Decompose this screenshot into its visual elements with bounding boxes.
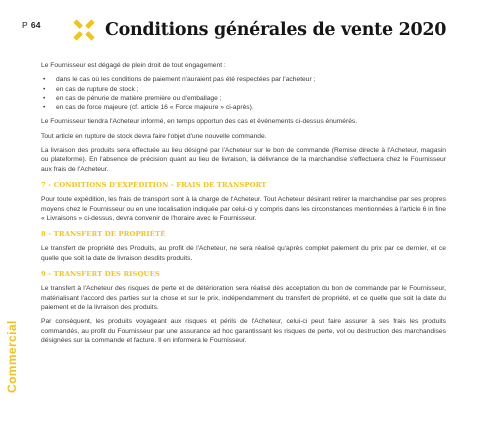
page-title: Conditions générales de vente 2020: [105, 20, 447, 40]
page-header: [72, 14, 446, 46]
list-item: • en cas de force majeure (cf. article 16 « Force majeure » ci-après).: [41, 103, 446, 112]
intro-lead: Le Fournisseur est dégagé de plein droit de tout engagement :: [41, 62, 226, 69]
document-body: [41, 61, 446, 350]
section-7-paragraph: Pour toute expédition, les frais de transport sont à la charge de l'Acheteur. Tout Acheteur désirant retirer la marchandise par ses propres moyens chez le Fournisseur ou en une localisation indiquée par celui-ci y compris dans les circonstances mentionnées à l'article 6 in fine « Livraisons » ci-dessus, devra convenir de l'horaire avec le Fournisseur.: [41, 196, 446, 222]
section-heading-8: 8 - TRANSFERT DE PROPRIÉTÉ: [41, 230, 166, 239]
list-item: • en cas de pénurie de matière première ou d'emballage ;: [41, 94, 446, 103]
section-heading-7: 7 - CONDITIONS D'EXPÉDITION - FRAIS DE TRANSPORT: [41, 180, 267, 189]
section-heading-9: 9 - TRANSFERT DES RISQUES: [41, 270, 160, 279]
intro-paragraph: Tout article en rupture de stock devra faire l'objet d'une nouvelle commande.: [41, 132, 267, 140]
section-8-paragraph: Le transfert de propriété des Produits, au profit de l'Acheteur, ne sera réalisé qu'après complet paiement du prix par ce dernier, et ce quelle que soit la date de livraison desdits produits.: [41, 245, 446, 262]
section-9-paragraph: Le transfert à l'Acheteur des risques de perte et de détérioration sera réalisé dès acceptation du bon de commande par le Fournisseur, matérialisant l'accord des parties sur la chose et sur le prix, indépendamment du transfert de propriété, et ce quelle que soit la date du paiement et de la livraison des produits.: [41, 285, 446, 311]
x-star-icon: [72, 18, 96, 42]
page-number-value: 64: [30, 20, 41, 30]
exemption-list: [41, 75, 446, 112]
intro-paragraph: Le Fournisseur tiendra l'Acheteur informé, en temps opportun des cas et événements ci-dessus énumérés.: [41, 118, 358, 126]
section-side-label: Commercial: [5, 320, 19, 393]
intro-paragraph: La livraison des produits sera effectuée au lieu désigné par l'Acheteur sur le bon de commande (Remise directe à l'Acheteur, magasin ou plateforme). En l'absence de précision quant au lieu de livraison, la délivrance de la marchandise s'effectuera chez le Fournisseur aux frais de l'Acheteur.: [41, 147, 446, 173]
page-number: [22, 20, 41, 30]
list-item: • en cas de rupture de stock ;: [41, 85, 446, 94]
page-number-prefix: P: [22, 20, 28, 30]
list-item: • dans le cas où les conditions de paiement n'auraient pas été respectées par l'acheteur ;: [41, 75, 446, 84]
section-9-paragraph: Par conséquent, les produits voyageant aux risques et périls de l'Acheteur, celui-ci peut faire assurer à ses frais les produits commandés, au profit du Fournisseur par une assurance ad hoc garantissant les risques de perte, vol ou destruction des marchandises désignées sur la commande et facture. Il en informera le Fournisseur.: [41, 318, 446, 344]
